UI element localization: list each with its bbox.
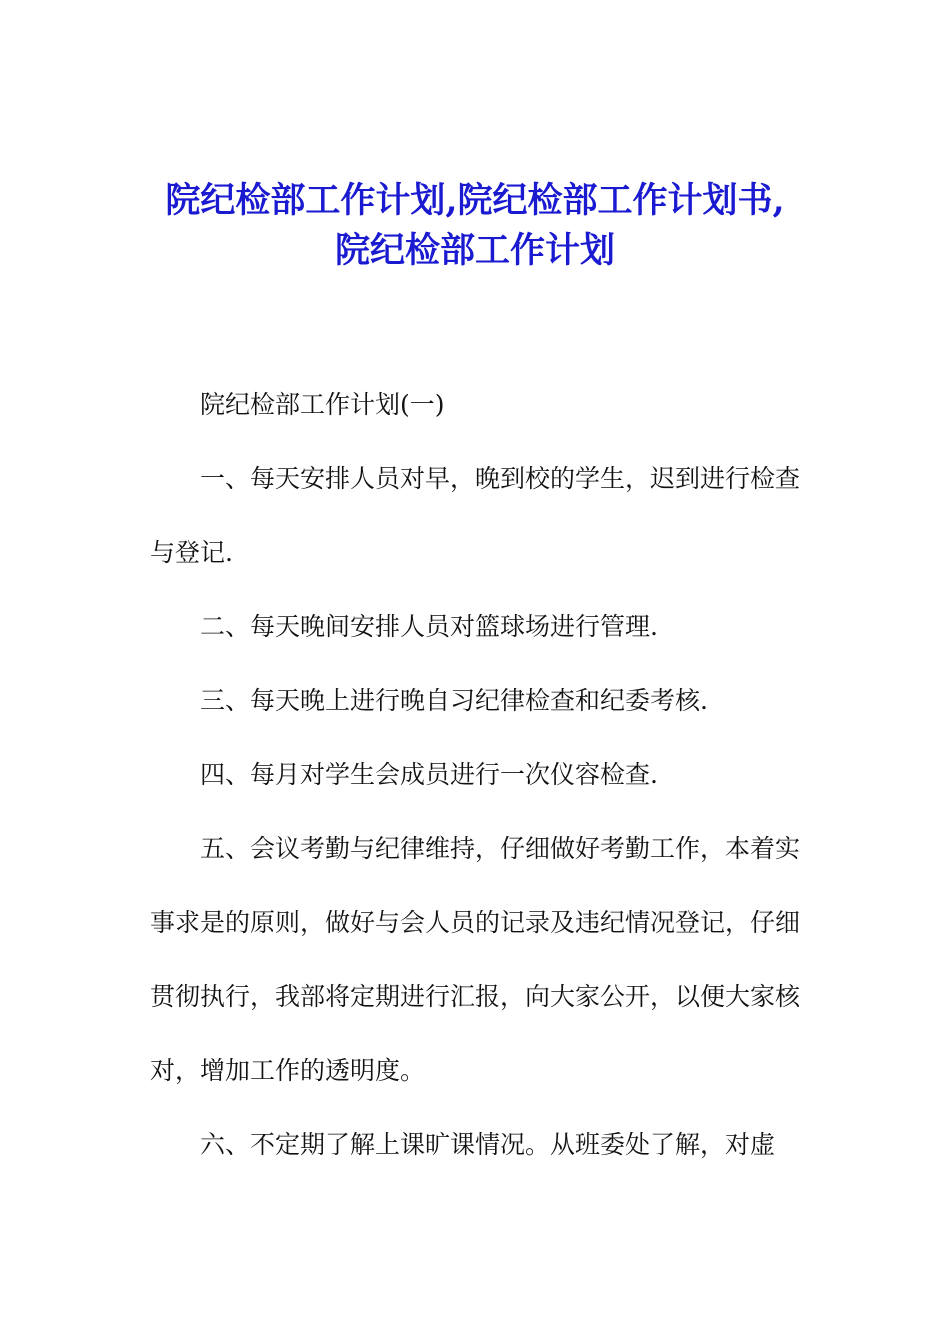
paragraph-item-3: 三、每天晚上进行晚自习纪律检查和纪委考核. [200,686,708,715]
paragraph-item-6: 六、不定期了解上课旷课情况。从班委处了解，对虚 [200,1130,776,1159]
section-heading: 院纪检部工作计划(一) [200,390,445,419]
paragraph-item-4: 四、每月对学生会成员进行一次仪容检查. [200,760,658,789]
paragraph-item-5: 五、会议考勤与纪律维持，仔细做好考勤工作，本着实事求是的原则，做好与会人员的记录及违纪情况登记，仔细贯彻执行，我部将定期进行汇报，向大家公开，以便大家核对，增加工作的透明度。 [150,834,801,1085]
document-title: 院纪检部工作计划,院纪检部工作计划书,院纪检部工作计划 [165,180,785,271]
paragraph-item-1: 一、每天安排人员对早，晚到校的学生，迟到进行检查与登记. [150,464,801,567]
paragraph-item-2: 二、每天晚间安排人员对篮球场进行管理. [200,612,658,641]
document-body [150,368,800,1182]
